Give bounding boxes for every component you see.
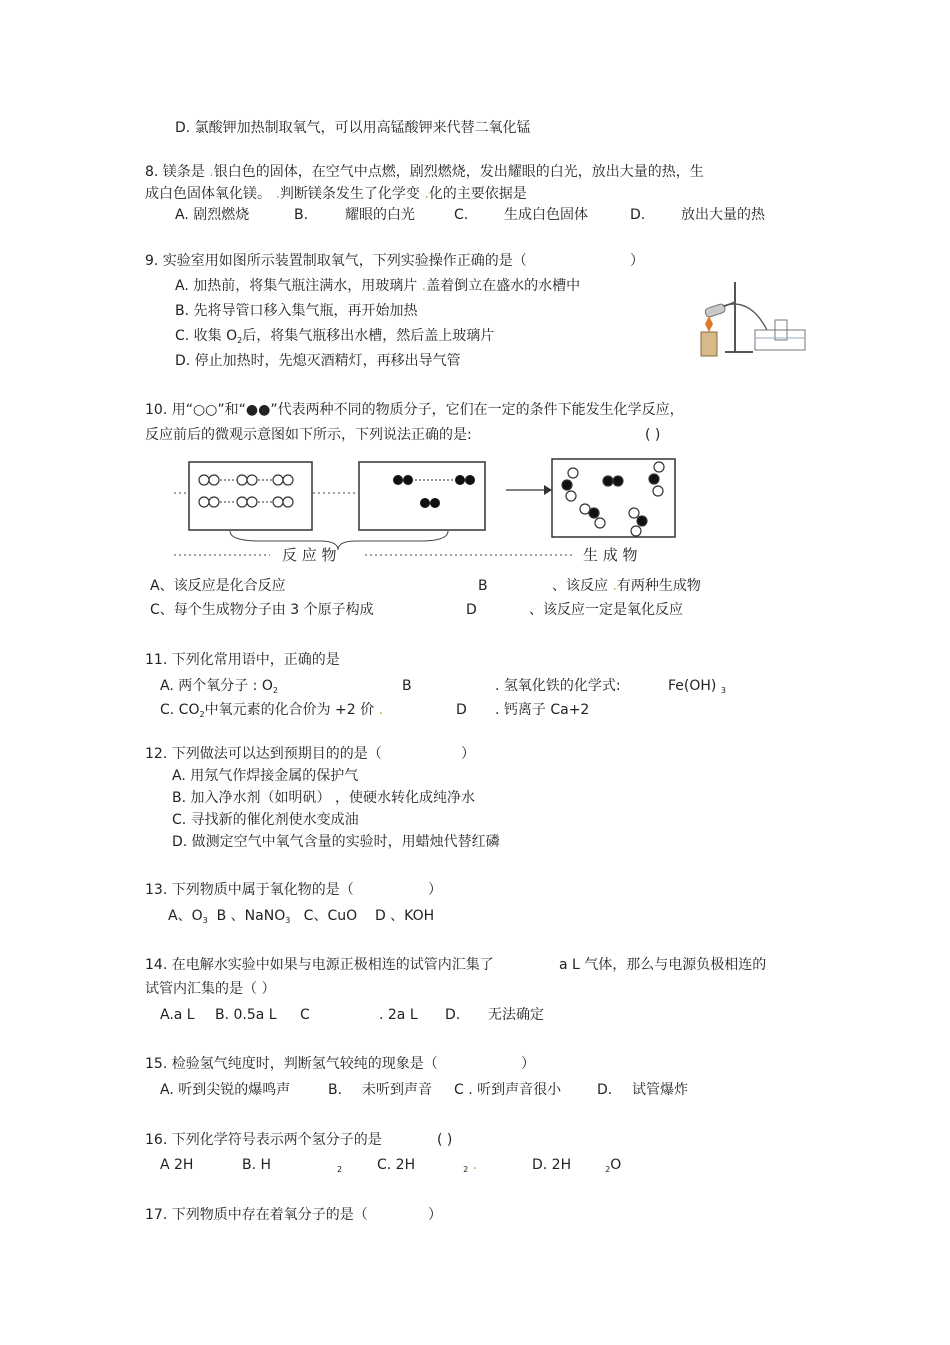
q9-option-c: C. 收集 $O_2$后，将集气瓶移出水槽，然后盖上玻璃片 [175,328,495,345]
q17-paren: ） [428,1207,442,1223]
black-molecule-symbol: ●● [245,402,271,418]
q10-option-c: C、每个生成物分子由 3 个原子构成 [150,602,374,618]
q14-option-d-letter: D. [445,1007,461,1023]
q8-option-d-letter: D. [630,207,646,223]
q8-stem-line1: 8. 镁条是 .银白色的固体，在空气中点燃，剧烈燃烧，发出耀眼的白光，放出大量的热，生 [145,164,704,180]
q11-option-c: C. $CO_2$中氧元素的化合价为 +2 价 . [160,702,384,719]
q14-stem-line1b: a L 气体，那么与电源负极相连的 [559,957,767,973]
reactant-label: 反 应 物 [282,546,337,564]
white-molecule-symbol: ○○ [192,402,218,418]
q11-option-b: . 氢氧化铁的化学式: [495,678,621,694]
q15-option-b-letter: B. [328,1082,343,1098]
q10-option-b-letter: B [478,578,488,594]
q9-option-b: B. 先将导管口移入集气瓶，再开始加热 [175,303,418,319]
q11-option-b-letter: B [402,678,412,694]
q14-stem-line1: 14. 在电解水实验中如果与电源正极相连的试管内汇集了 [145,957,494,973]
q10-stem-line1: 10. 用“○○”和“●●”代表两种不同的物质分子，它们在一定的条件下能发生化学反应， [145,402,684,418]
q7-option-d: D. 氯酸钾加热制取氧气，可以用高锰酸钾来代替二氧化锰 [175,120,531,136]
q16-stem: 16. 下列化学符号表示两个氢分子的是 [145,1132,382,1148]
q9-option-a: A. 加热前，将集气瓶注满水，用玻璃片 .盖着倒立在盛水的水槽中 [175,278,581,294]
q15-option-b: 未听到声音 [362,1082,432,1098]
q14-option-c: . 2a L [379,1007,418,1023]
q16-option-c: C. 2H $_2$ . [377,1157,478,1174]
q8-option-b: 耀眼的白光 [345,207,415,223]
product-label: 生 成 物 [583,546,638,564]
q16-option-d: D. 2H $_2$O [532,1157,622,1174]
q14-option-a: A.a L [160,1007,195,1023]
q8-option-b-letter: B. [294,207,309,223]
q12-option-a: A. 用氖气作焊接金属的保护气 [172,768,359,784]
q15-option-d: 试管爆炸 [632,1082,688,1098]
q10-stem-line2: 反应前后的微观示意图如下所示，下列说法正确的是: [145,427,472,443]
q12-paren: ） [461,746,475,762]
q10-option-b: 、该反应 .有两种生成物 [552,578,701,594]
q10-option-d: 、该反应一定是氧化反应 [529,602,683,618]
q16-option-b: B. H $_2$ [242,1157,343,1174]
q8-option-d: 放出大量的热 [681,207,765,223]
q16-paren: ( ) [437,1132,453,1148]
q8-stem-line2: 成白色固体氧化镁。 .判断镁条发生了化学变 .化的主要依据是 [145,186,527,202]
q11-option-b-formula: Fe(OH) $_3$ [668,678,726,695]
q15-paren: ） [521,1056,535,1072]
q13-stem: 13. 下列物质中属于氧化物的是（ [145,882,354,898]
q8-option-c-letter: C. [454,207,469,223]
q11-option-d: . 钙离子 Ca+2 [495,702,590,718]
q15-option-d-letter: D. [597,1082,613,1098]
q11-option-a: A. 两个氧分子 : $O_2$ [160,678,278,695]
q9-paren: ） [630,253,644,269]
q8-option-c: 生成白色固体 [504,207,588,223]
q12-option-b: B. 加入净水剂（如明矾） ，使硬水转化成纯净水 [172,790,475,806]
q13-options: A、$O_3$ B 、NaNO$_3$ C、CuO D 、KOH [168,908,435,925]
q12-option-d: D. 做测定空气中氧气含量的实验时，用蜡烛代替红磷 [172,834,500,850]
q14-option-c-letter: C [300,1007,310,1023]
q16-option-a: A 2H [160,1157,194,1173]
q10-option-d-letter: D [466,602,477,618]
q15-option-a: A. 听到尖锐的爆鸣声 [160,1082,291,1098]
q10-option-a: A、该反应是化合反应 [150,578,286,594]
q14-option-b: B. 0.5a L [215,1007,277,1023]
q9-stem: 9. 实验室用如图所示装置制取氧气，下列实验操作正确的是（ [145,253,527,269]
oxygen-apparatus-figure [695,272,810,357]
q17-stem: 17. 下列物质中存在着氧分子的是（ [145,1207,368,1223]
q8-option-a: A. 剧烈燃烧 [175,207,250,223]
q12-stem: 12. 下列做法可以达到预期目的的是（ [145,746,382,762]
reaction-diagram [170,455,690,570]
q14-stem-line2: 试管内汇集的是（ ） [145,981,276,997]
q15-option-c: C . 听到声音很小 [454,1082,562,1098]
q9-option-d: D. 停止加热时，先熄灭酒精灯，再移出导气管 [175,353,461,369]
q11-stem: 11. 下列化常用语中，正确的是 [145,652,340,668]
q14-option-d: 无法确定 [488,1007,544,1023]
q13-paren: ） [428,882,442,898]
q10-paren: ( ) [645,427,661,443]
q12-option-c: C. 寻找新的催化剂使水变成油 [172,812,359,828]
q11-option-d-letter: D [456,702,467,718]
q15-stem: 15. 检验氢气纯度时，判断氢气较纯的现象是（ [145,1056,438,1072]
